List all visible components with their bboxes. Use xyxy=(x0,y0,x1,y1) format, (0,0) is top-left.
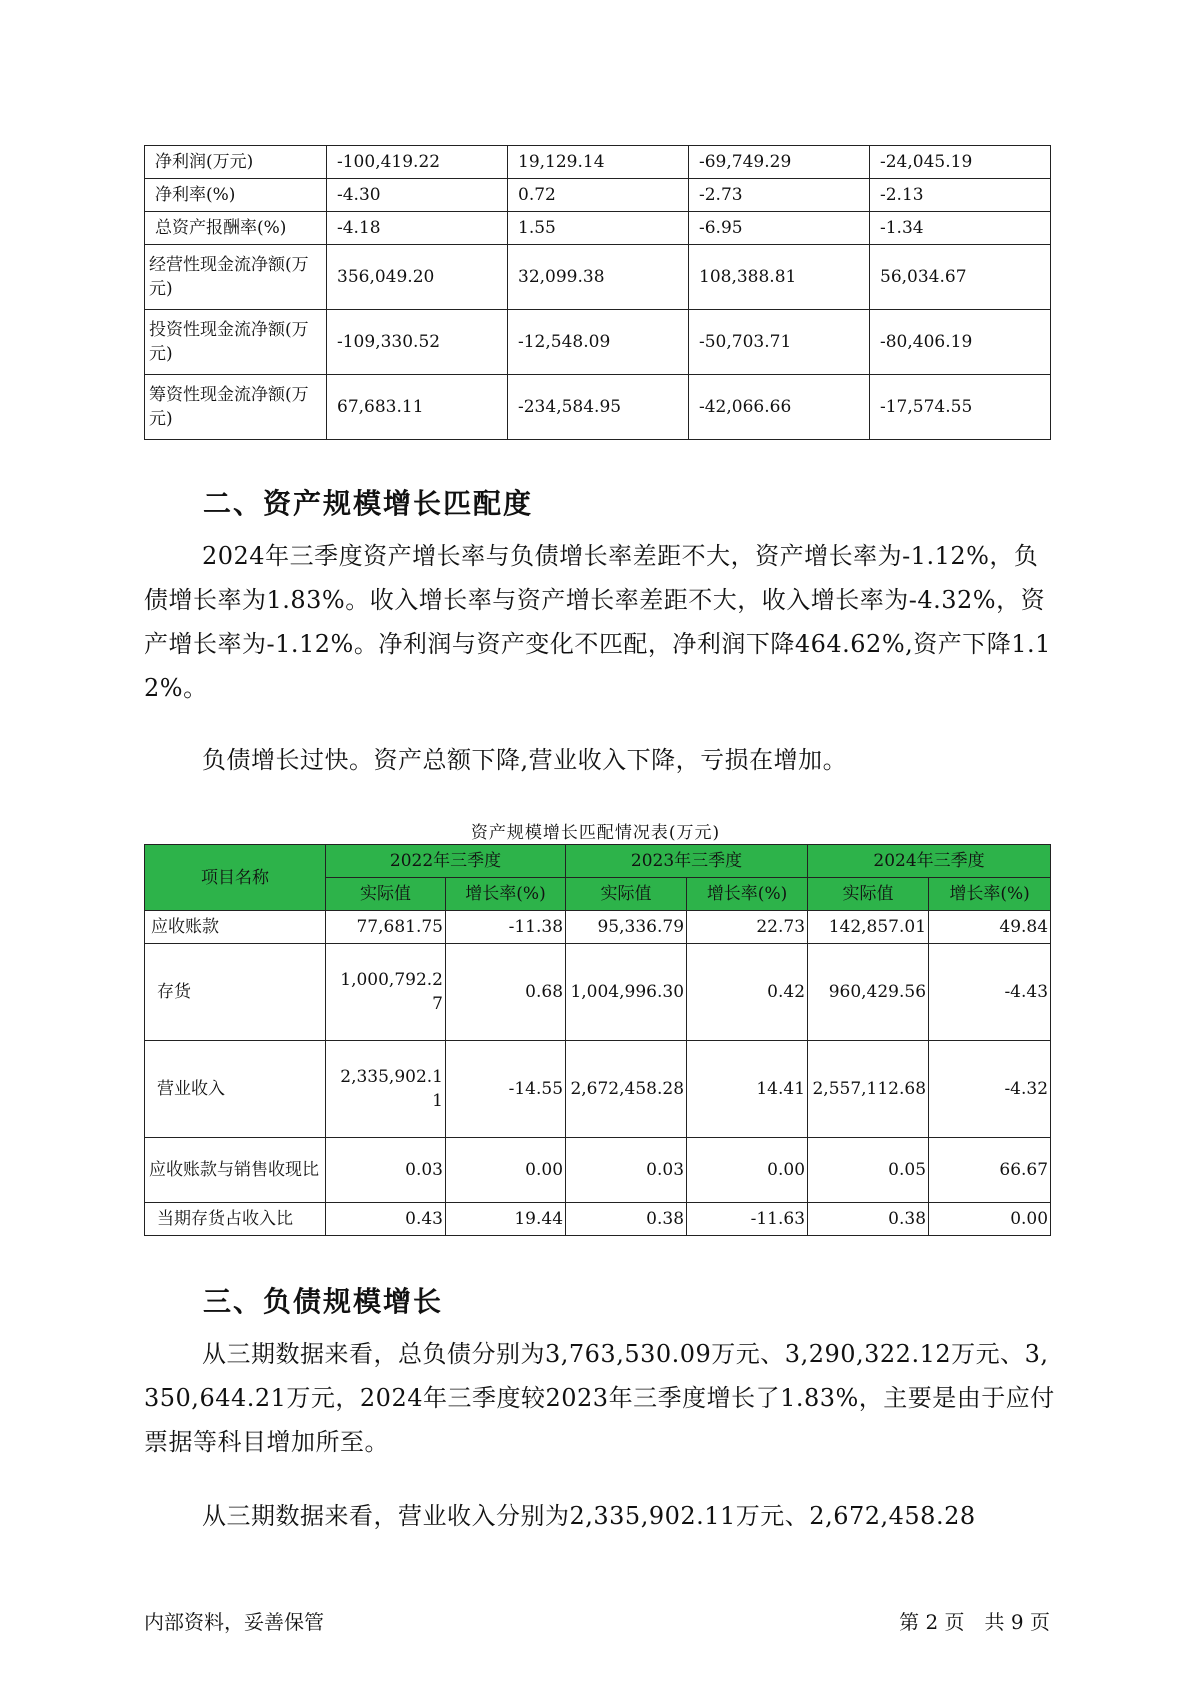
table-cell: -234,584.95 xyxy=(508,375,689,440)
column-header: 2023年三季度 xyxy=(566,845,808,878)
row-label: 筹资性现金流净额(万元) xyxy=(145,375,327,440)
section-heading: 二、资产规模增长匹配度 xyxy=(203,487,534,520)
table-cell: -4.18 xyxy=(327,212,508,245)
table-cell: 14.41 xyxy=(687,1041,808,1138)
column-header: 项目名称 xyxy=(145,845,326,911)
table-row xyxy=(145,310,1051,375)
table-cell: 22.73 xyxy=(687,911,808,944)
table-cell: 0.42 xyxy=(687,944,808,1041)
table-cell: -42,066.66 xyxy=(689,375,870,440)
table-cell: 19.44 xyxy=(446,1203,566,1236)
table-cell: 49.84 xyxy=(929,911,1051,944)
table-cell: -14.55 xyxy=(446,1041,566,1138)
row-label: 净利率(%) xyxy=(145,179,327,212)
financial-indicators-table xyxy=(144,145,1051,440)
column-header: 2024年三季度 xyxy=(808,845,1051,878)
table-cell: -4.32 xyxy=(929,1041,1051,1138)
table-row xyxy=(145,212,1051,245)
row-label: 净利润(万元) xyxy=(145,146,327,179)
table-cell: 0.00 xyxy=(929,1203,1051,1236)
table-row xyxy=(145,1203,1051,1236)
table-cell: 67,683.11 xyxy=(327,375,508,440)
table-cell: -24,045.19 xyxy=(870,146,1051,179)
header-row xyxy=(145,845,1051,878)
table-row xyxy=(145,179,1051,212)
table-row xyxy=(145,1138,1051,1203)
table-cell: -4.43 xyxy=(929,944,1051,1041)
table-cell: -100,419.22 xyxy=(327,146,508,179)
table-cell: 95,336.79 xyxy=(566,911,687,944)
table-cell: 0.03 xyxy=(326,1138,446,1203)
paragraph: 从三期数据来看，总负债分别为3,763,530.09万元、3,290,322.12万元、3,350,644.21万元，2024年三季度较2023年三季度增长了1.83%，主要是由于应付票据等科目增加所至。 xyxy=(144,1340,1055,1456)
table-cell: -11.63 xyxy=(687,1203,808,1236)
row-label: 总资产报酬率(%) xyxy=(145,212,327,245)
paragraph: 从三期数据来看，营业收入分别为2,335,902.11万元、2,672,458.28 xyxy=(202,1502,976,1530)
row-label: 经营性现金流净额(万元) xyxy=(145,245,327,310)
column-header: 增长率(%) xyxy=(929,878,1051,911)
table-cell: -2.73 xyxy=(689,179,870,212)
table-cell: 0.00 xyxy=(687,1138,808,1203)
table-row xyxy=(145,944,1051,1041)
table-row xyxy=(145,911,1051,944)
page-number: 第 2 页 共 9 页 xyxy=(899,1610,1050,1634)
table-cell: 1.55 xyxy=(508,212,689,245)
table-cell: -6.95 xyxy=(689,212,870,245)
table-cell: 0.68 xyxy=(446,944,566,1041)
column-header: 实际值 xyxy=(326,878,446,911)
table-cell: 66.67 xyxy=(929,1138,1051,1203)
table-cell: -50,703.71 xyxy=(689,310,870,375)
table-caption: 资产规模增长匹配情况表(万元) xyxy=(470,823,721,843)
table-cell: -1.34 xyxy=(870,212,1051,245)
table-cell: 77,681.75 xyxy=(326,911,446,944)
table-cell: 960,429.56 xyxy=(808,944,929,1041)
table-cell: -11.38 xyxy=(446,911,566,944)
table-cell: 2,335,902.11 xyxy=(326,1041,446,1138)
asset-growth-table xyxy=(144,844,1051,1236)
row-label: 营业收入 xyxy=(145,1041,326,1138)
column-header: 增长率(%) xyxy=(446,878,566,911)
table-cell: 108,388.81 xyxy=(689,245,870,310)
paragraph: 负债增长过快。资产总额下降,营业收入下降，亏损在增加。 xyxy=(202,746,848,774)
table-cell: -4.30 xyxy=(327,179,508,212)
table-row xyxy=(145,146,1051,179)
table-cell: 1,004,996.30 xyxy=(566,944,687,1041)
table-cell: 0.38 xyxy=(566,1203,687,1236)
column-header: 2022年三季度 xyxy=(326,845,566,878)
table-cell: 2,557,112.68 xyxy=(808,1041,929,1138)
footer-note: 内部资料，妥善保管 xyxy=(144,1610,324,1634)
table-cell: -109,330.52 xyxy=(327,310,508,375)
table-cell: 1,000,792.27 xyxy=(326,944,446,1041)
row-label: 应收账款与销售收现比 xyxy=(145,1138,326,1203)
table-cell: -2.13 xyxy=(870,179,1051,212)
table-cell: 0.72 xyxy=(508,179,689,212)
column-header: 增长率(%) xyxy=(687,878,808,911)
table-row xyxy=(145,375,1051,440)
table-cell: 356,049.20 xyxy=(327,245,508,310)
table-cell: 19,129.14 xyxy=(508,146,689,179)
table-cell: 142,857.01 xyxy=(808,911,929,944)
row-label: 应收账款 xyxy=(145,911,326,944)
row-label: 投资性现金流净额(万元) xyxy=(145,310,327,375)
table-cell: 0.43 xyxy=(326,1203,446,1236)
table-row xyxy=(145,245,1051,310)
table-cell: -80,406.19 xyxy=(870,310,1051,375)
row-label: 存货 xyxy=(145,944,326,1041)
column-header: 实际值 xyxy=(808,878,929,911)
table-cell: -17,574.55 xyxy=(870,375,1051,440)
table-cell: -12,548.09 xyxy=(508,310,689,375)
table-cell: 2,672,458.28 xyxy=(566,1041,687,1138)
table-cell: 56,034.67 xyxy=(870,245,1051,310)
paragraph: 2024年三季度资产增长率与负债增长率差距不大，资产增长率为-1.12%，负债增长率为1.83%。收入增长率与资产增长率差距不大，收入增长率为-4.32%，资产增长率为-1.12%。净利润与资产变化不匹配，净利润下降464.62%,资产下降1.12%。 xyxy=(144,542,1051,702)
table-row xyxy=(145,1041,1051,1138)
column-header: 实际值 xyxy=(566,878,687,911)
table-cell: -69,749.29 xyxy=(689,146,870,179)
table-cell: 0.05 xyxy=(808,1138,929,1203)
table-cell: 0.38 xyxy=(808,1203,929,1236)
table-cell: 32,099.38 xyxy=(508,245,689,310)
table-cell: 0.03 xyxy=(566,1138,687,1203)
row-label: 当期存货占收入比 xyxy=(145,1203,326,1236)
table-cell: 0.00 xyxy=(446,1138,566,1203)
section-heading: 三、负债规模增长 xyxy=(203,1285,444,1318)
